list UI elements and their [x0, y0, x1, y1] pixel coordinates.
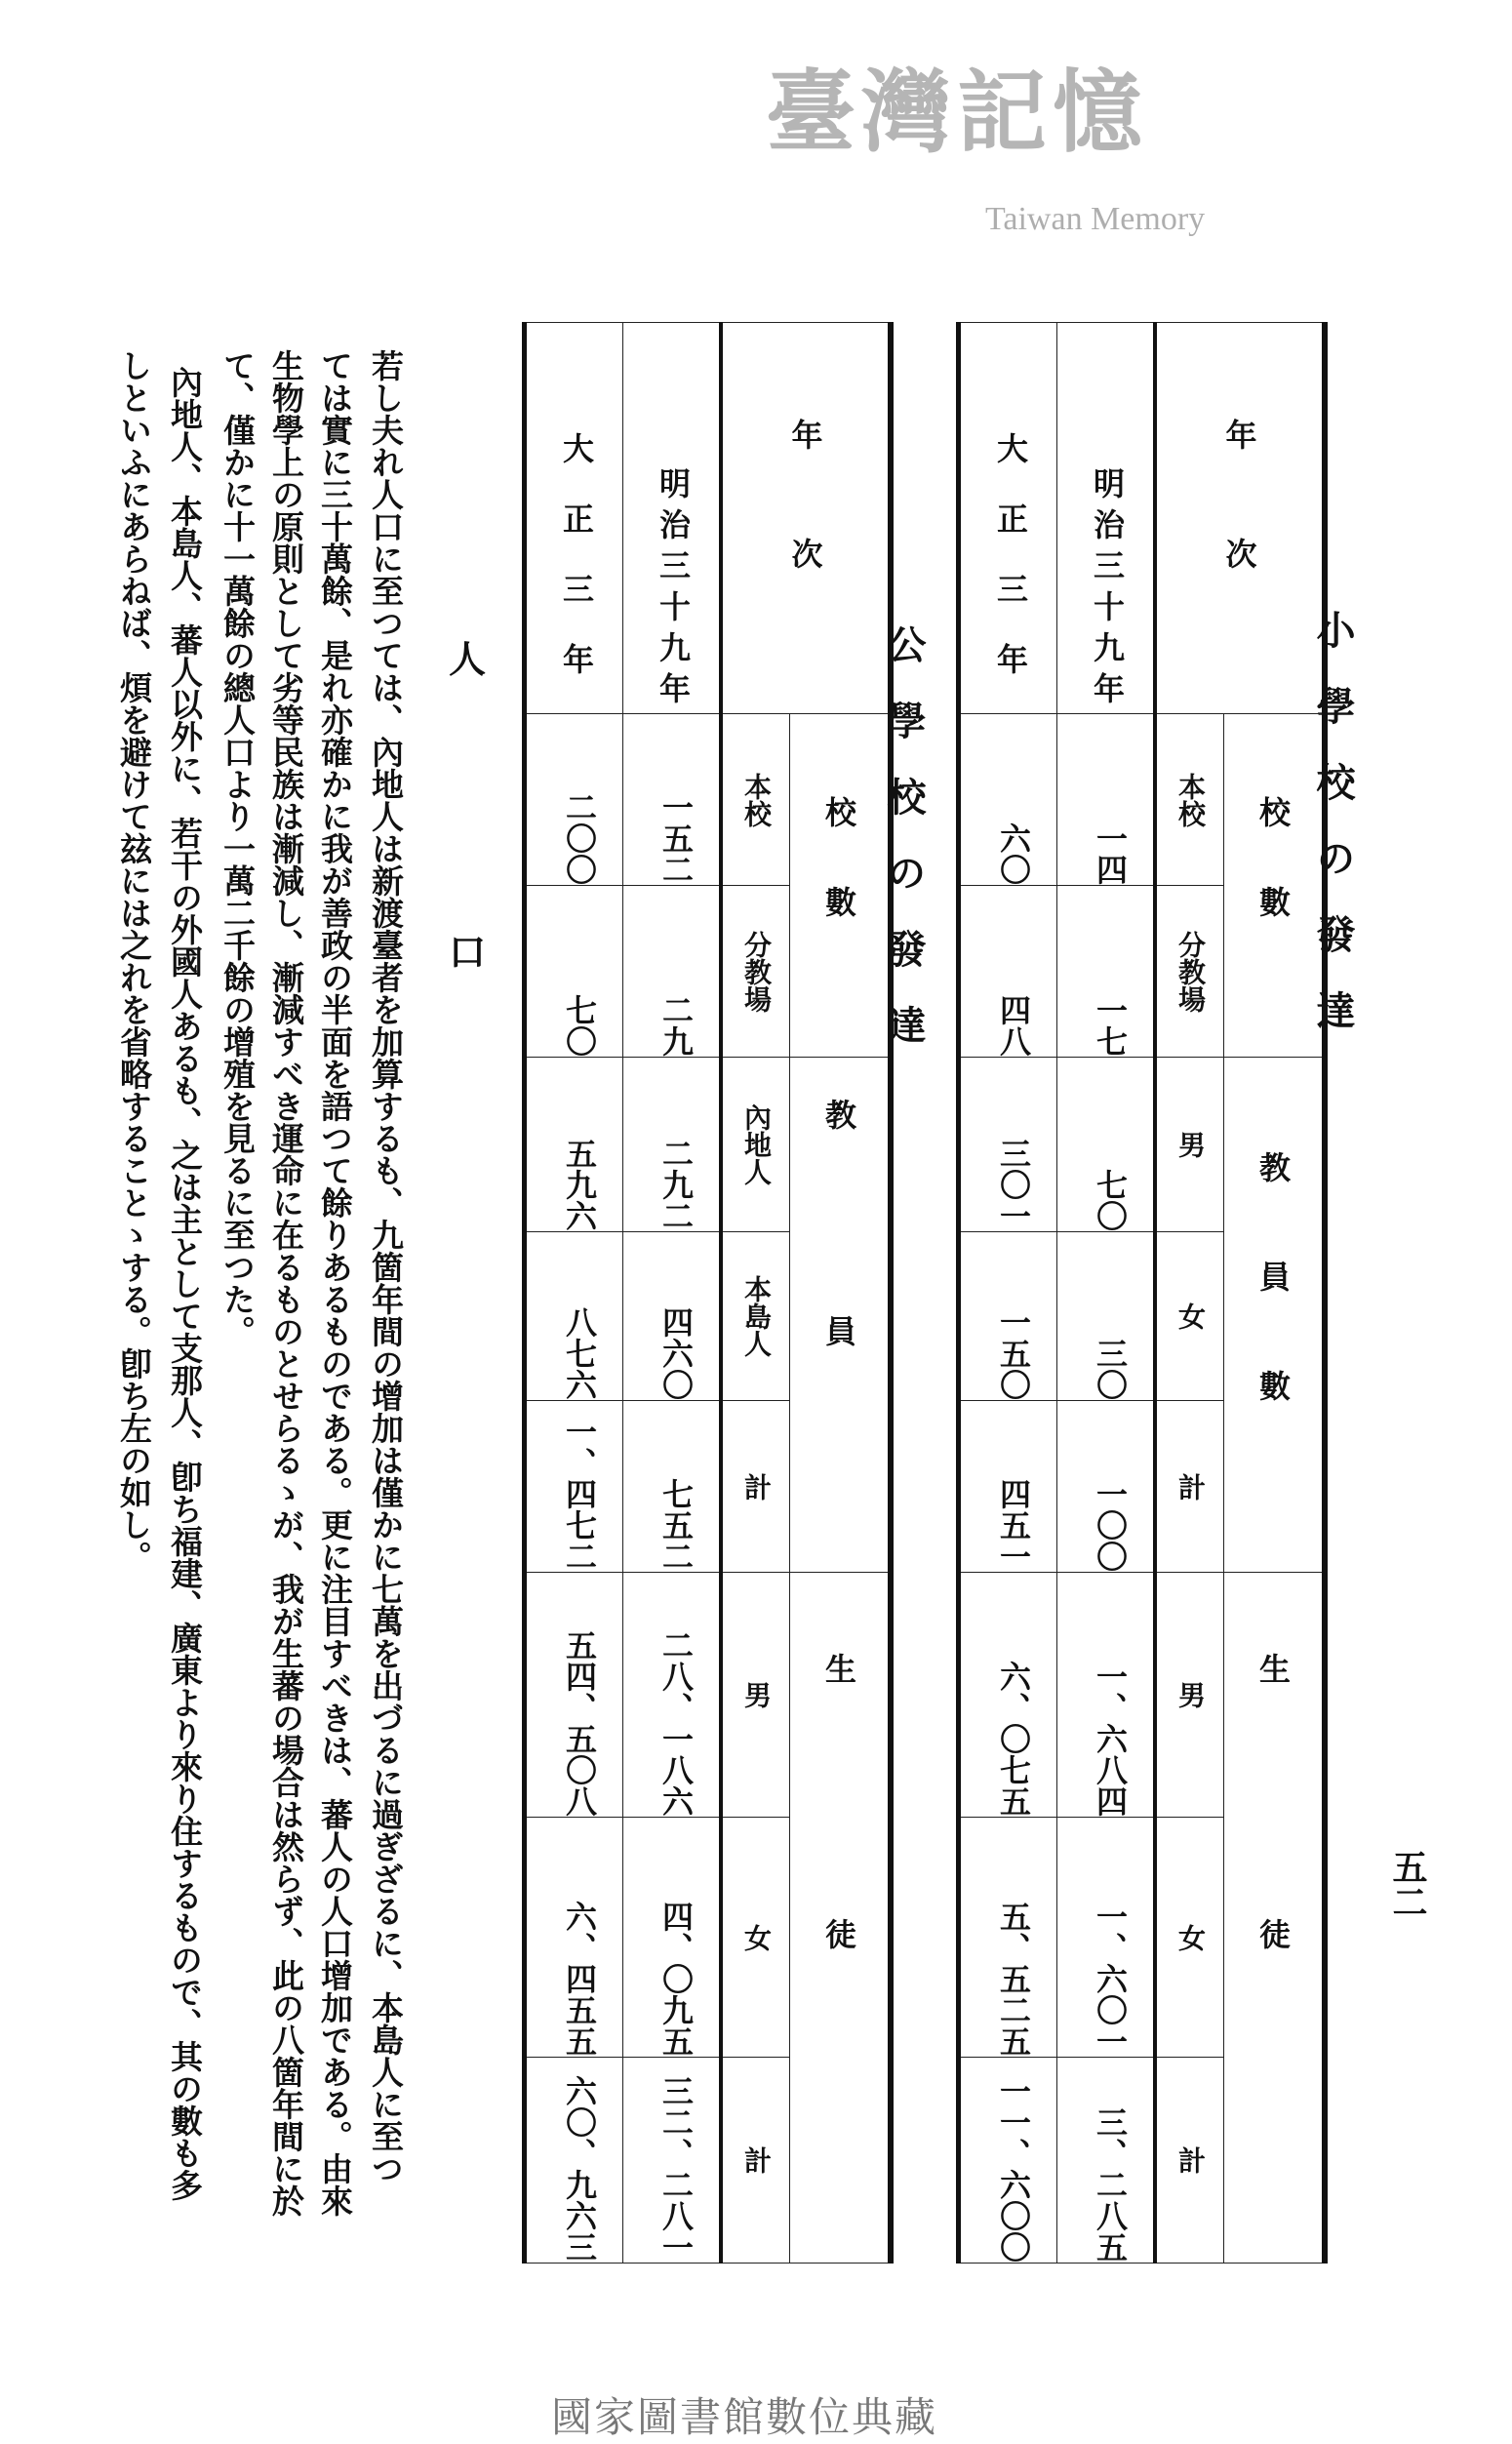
table-cell: 三二、二八一: [623, 2058, 722, 2264]
body-text-line: 生物學上の原則として劣等民族は漸減し、漸減すべき運命に在るものとせらるゝが、我が生蕃の場合は然らず、此の八箇年間に於: [267, 349, 305, 2217]
year-cell: 明治三十九年: [623, 323, 722, 714]
body-text-line: ては實に三十萬餘、是れ亦確かに我が善政の半面を語つて餘りあるものである。更に注目すべきは、蕃人の人口增加である。由來: [316, 349, 354, 2217]
teachers-header: 教員數: [1224, 1058, 1326, 1573]
elementary-school-table: [956, 322, 1328, 2264]
schools-header: 校數: [1224, 714, 1326, 1058]
table-cell: 八七六: [525, 1232, 623, 1401]
body-text-line: 內地人、本島人、蕃人以外に、若干の外國人あるも、之は主として支那人、卽ち福建、廣東より來り住するもので、其の數も多: [166, 366, 204, 2201]
table-row: [959, 323, 1057, 2264]
table-cell: 一四: [1057, 714, 1156, 886]
subheader-cell: 女: [721, 1818, 790, 2058]
table-row: [1057, 323, 1156, 2264]
body-text-line: て、僅かに十一萬餘の總人口より一萬二千餘の增殖を見るに至つた。: [219, 349, 257, 1347]
section-heading-char: 人: [449, 637, 487, 681]
table-cell: 一五〇: [959, 1232, 1057, 1401]
subheader-cell: 本校: [1155, 714, 1224, 886]
subheader-cell: 計: [721, 1401, 790, 1573]
table-cell: 一五二: [623, 714, 722, 886]
year-header: 年次: [721, 323, 891, 714]
table-cell: 一七: [1057, 886, 1156, 1058]
table-cell: 二〇〇: [525, 714, 623, 886]
year-header: 年次: [1155, 323, 1325, 714]
table-cell: 二九二: [623, 1058, 722, 1232]
table-cell: 二九: [623, 886, 722, 1058]
table1-title: 小學校の發達: [1310, 610, 1356, 1066]
watermark-logo: 臺灣記憶: [766, 60, 1149, 165]
table2-title: 公學校の發達: [881, 624, 927, 1081]
body-text-line: 若し夫れ人口に至つては、內地人は新渡臺者を加算するも、九箇年間の增加は僅かに七萬を出づるに過ぎざるに、本島人に至つ: [367, 349, 405, 2184]
table-cell: 一、六〇一: [1057, 1818, 1156, 2058]
subheader-cell: 分教場: [1155, 886, 1224, 1058]
table-cell: 三〇: [1057, 1232, 1156, 1401]
subheader-cell: 內地人: [721, 1058, 790, 1232]
page-number: 五二: [1387, 1849, 1428, 1919]
footer-credit: 國家圖書館數位典藏: [551, 2393, 938, 2441]
table-cell: 一、六八四: [1057, 1573, 1156, 1818]
subheader-cell: 本校: [721, 714, 790, 886]
students-header: 生徒: [1224, 1573, 1326, 2264]
watermark-subtitle: Taiwan Memory: [985, 201, 1206, 237]
table-cell: 四、〇九五: [623, 1818, 722, 2058]
table-cell: 六〇: [959, 714, 1057, 886]
body-text-line: しといふにあらねば、煩を避けて玆には之れを省略することゝする。卽ち左の如し。: [115, 349, 153, 1573]
table-cell: 六〇、九六三: [525, 2058, 623, 2264]
table-cell: 六、四五五: [525, 1818, 623, 2058]
subheader-cell: 計: [721, 2058, 790, 2264]
public-school-table: [522, 322, 894, 2264]
table-cell: 七〇: [525, 886, 623, 1058]
students-header: 生徒: [790, 1573, 892, 2264]
table-cell: 二八、一八六: [623, 1573, 722, 1818]
subheader-cell: 本島人: [721, 1232, 790, 1401]
table-cell: 一、四七二: [525, 1401, 623, 1573]
table-row: [525, 323, 623, 2264]
table-cell: 三〇一: [959, 1058, 1057, 1232]
table-cell: 七五二: [623, 1401, 722, 1573]
schools-header: 校數: [790, 714, 892, 1058]
table-cell: 五九六: [525, 1058, 623, 1232]
table-cell: 一一、六〇〇: [959, 2058, 1057, 2264]
table-cell: 四六〇: [623, 1232, 722, 1401]
table-cell: 四五一: [959, 1401, 1057, 1573]
table-cell: 四八: [959, 886, 1057, 1058]
section-heading-char: 口: [449, 930, 487, 974]
table-cell: 五、五二五: [959, 1818, 1057, 2058]
table-cell: 六、〇七五: [959, 1573, 1057, 1818]
table-cell: 七〇: [1057, 1058, 1156, 1232]
table-row: [623, 323, 722, 2264]
subheader-cell: 分教場: [721, 886, 790, 1058]
subheader-cell: 男: [1155, 1573, 1224, 1818]
table-cell: 三、二八五: [1057, 2058, 1156, 2264]
teachers-header: 教員: [790, 1058, 892, 1573]
subheader-cell: 女: [1155, 1818, 1224, 2058]
year-cell: 大正三年: [959, 323, 1057, 714]
subheader-cell: 女: [1155, 1232, 1224, 1401]
table-header-row: [790, 323, 892, 2264]
table-header-row: [1224, 323, 1326, 2264]
year-cell: 大正三年: [525, 323, 623, 714]
table-cell: 一〇〇: [1057, 1401, 1156, 1573]
subheader-cell: 男: [1155, 1058, 1224, 1232]
subheader-cell: 男: [721, 1573, 790, 1818]
subheader-cell: 計: [1155, 2058, 1224, 2264]
year-cell: 明治三十九年: [1057, 323, 1156, 714]
subheader-cell: 計: [1155, 1401, 1224, 1573]
table-cell: 五四、五〇八: [525, 1573, 623, 1818]
